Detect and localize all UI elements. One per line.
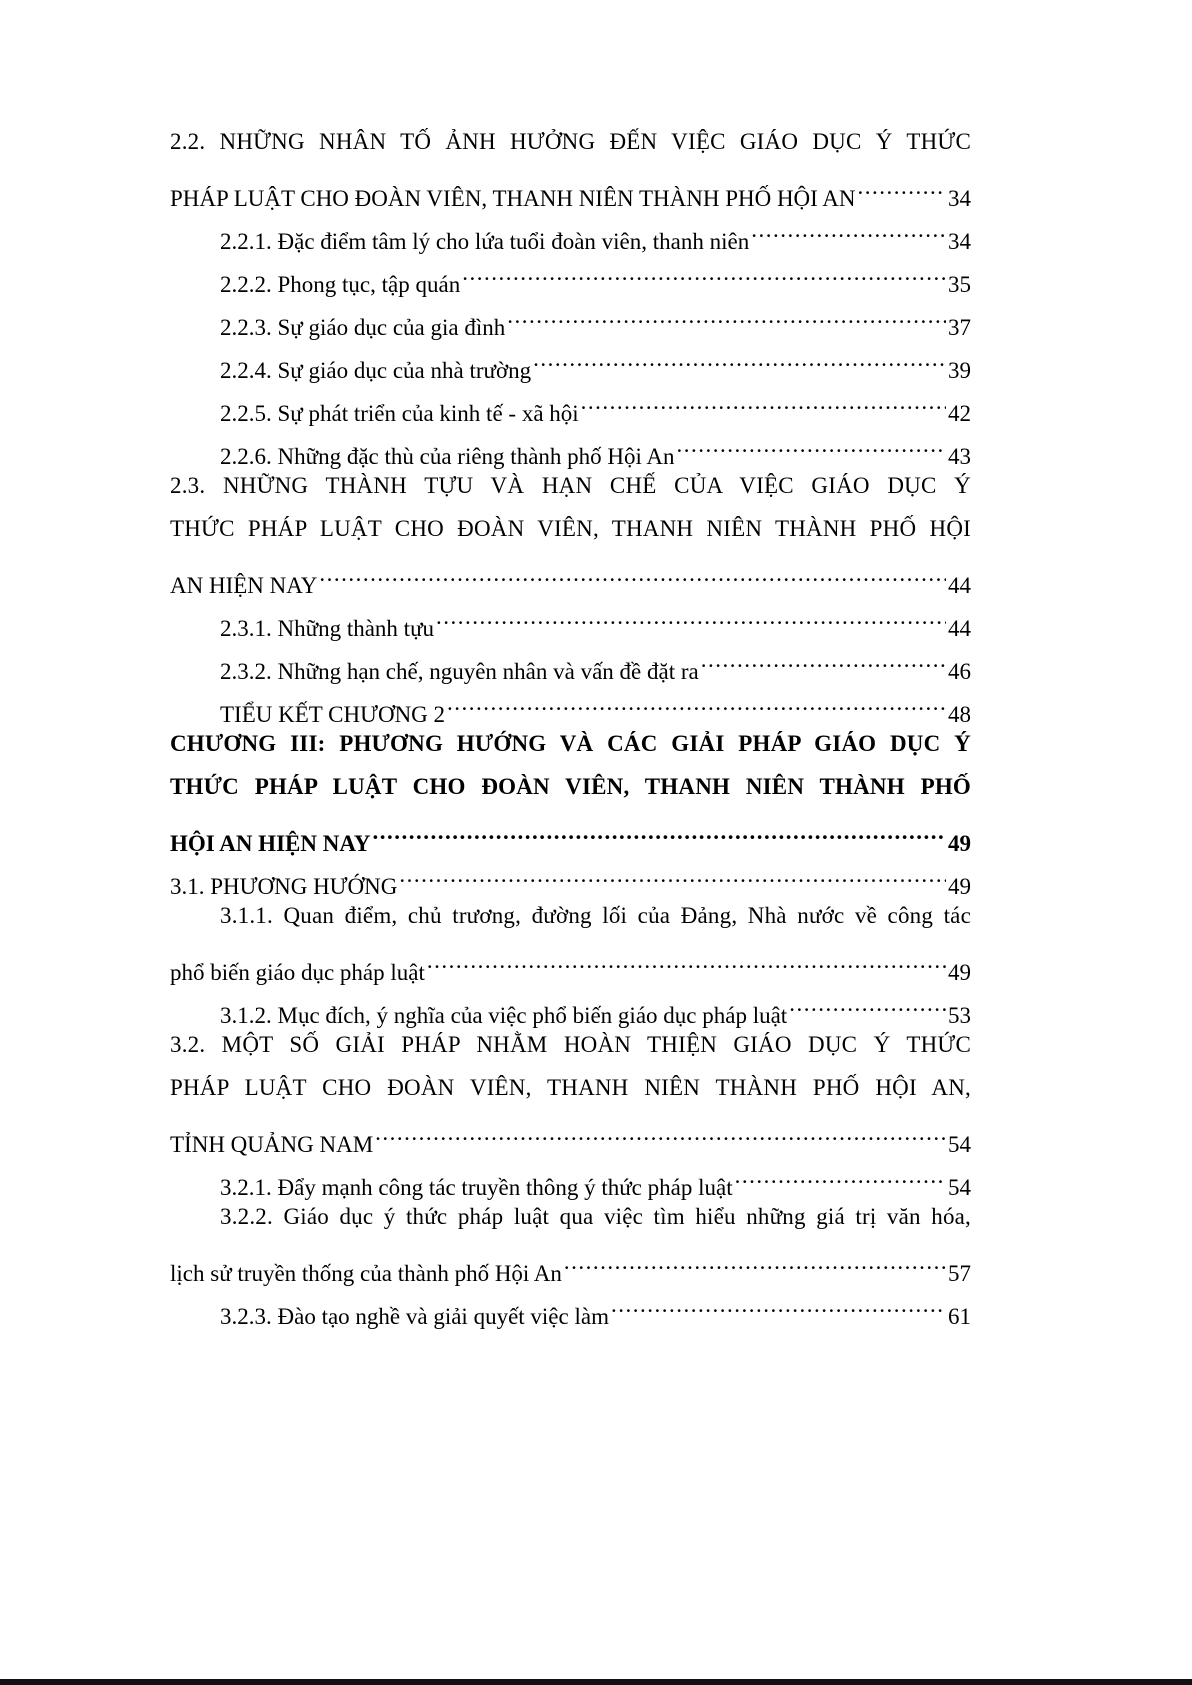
toc-entry-label: 2.3.2. Những hạn chế, nguyên nhân và vấn đề đặt ra [220,659,699,684]
dot-leader [462,249,946,292]
toc-entry-label: 2.3.1. Những thành tựu [220,616,435,641]
toc-entry-3-1-1-line1: 3.1.1. Quan điểm, chủ trương, đường lối của Đảng, Nhà nước về công tác [220,903,971,928]
toc-page-number: 39 [948,358,971,383]
toc-entry-3-2-2-line1: 3.2.2. Giáo dục ý thức pháp luật qua việc tìm hiểu những giá trị văn hóa, [220,1204,971,1229]
toc-page-number: 61 [948,1304,971,1329]
toc-entry-2-2 [170,163,971,211]
dot-leader [735,1152,946,1195]
dot-leader [319,550,946,593]
toc-page-number: 42 [948,401,971,426]
toc-entry-chapter-3 [170,808,971,856]
toc-page-number: 43 [948,444,971,469]
dot-leader [375,1109,946,1152]
dot-leader [581,378,946,421]
dot-leader [858,163,946,206]
toc-page-number: 48 [948,702,971,727]
dot-leader [533,335,946,378]
toc-heading-2-2-line1: 2.2. NHỮNG NHÂN TỐ ẢNH HƯỞNG ĐẾN VIỆC GIÁO DỤC Ý THỨC [170,129,971,154]
toc-page-number: 44 [948,573,971,598]
dot-leader [701,636,946,679]
toc-entry-label: 2.2.2. Phong tục, tập quán [220,272,461,297]
toc-entry-label: HỘI AN HIỆN NAY [170,831,371,856]
dot-leader [436,593,946,636]
toc-entry-label: 3.2.3. Đào tạo nghề và giải quyết việc làm [220,1304,609,1329]
toc-page-number: 35 [948,272,971,297]
toc-entry-label: TIỂU KẾT CHƯƠNG 2 [220,702,446,727]
toc-entry-label: AN HIỆN NAY [170,573,318,598]
toc-page-number: 34 [948,229,971,254]
dot-leader [751,206,946,249]
toc-entry-3-2 [170,1109,971,1157]
toc-entry-label: 2.2.6. Những đặc thù của riêng thành phố Hội An [220,444,675,469]
dot-leader [789,980,946,1023]
toc-entry-label: phổ biến giáo dục pháp luật [170,960,425,985]
page-bottom-edge [0,1679,1192,1685]
toc-heading-3-2-line1: 3.2. MỘT SỐ GIẢI PHÁP NHẰM HOÀN THIỆN GIÁO DỤC Ý THỨC [170,1032,971,1057]
toc-page-number: 49 [948,831,971,856]
toc-entry-label: 3.1. PHƯƠNG HƯỚNG [170,874,398,899]
table-of-contents [170,120,971,1329]
toc-page-number: 54 [948,1175,971,1200]
toc-entry-label: 2.2.4. Sự giáo dục của nhà trường [220,358,532,383]
toc-page-number: 49 [948,874,971,899]
toc-entry-2-3 [170,550,971,598]
toc-page-number: 37 [948,315,971,340]
toc-entry-label: 3.2.1. Đẩy mạnh công tác truyền thông ý thức pháp luật [220,1175,733,1200]
dot-leader [372,808,946,851]
toc-heading-2-3-line1: 2.3. NHỮNG THÀNH TỰU VÀ HẠN CHẾ CỦA VIỆC GIÁO DỤC Ý [170,473,971,498]
toc-chapter-3-line1: CHƯƠNG III: PHƯƠNG HƯỚNG VÀ CÁC GIẢI PHÁP GIÁO DỤC Ý [170,731,971,756]
dot-leader [564,1238,946,1281]
dot-leader [677,421,947,464]
toc-entry-3-2-2 [170,1238,971,1286]
toc-entry-label: TỈNH QUẢNG NAM [170,1132,374,1157]
toc-entry-label: 2.2.3. Sự giáo dục của gia đình [220,315,506,340]
toc-entry-label: PHÁP LUẬT CHO ĐOÀN VIÊN, THANH NIÊN THÀNH PHỐ HỘI AN [170,186,856,211]
toc-page-number: 57 [948,1261,971,1286]
toc-entry-label: lịch sử truyền thống của thành phố Hội An [170,1261,562,1286]
dot-leader [507,292,946,335]
toc-entry-3-1-1 [170,937,971,985]
toc-entry-label: 2.2.1. Đặc điểm tâm lý cho lứa tuổi đoàn viên, thanh niên [220,229,750,254]
toc-page-number: 54 [948,1132,971,1157]
toc-page-number: 34 [948,186,971,211]
toc-heading-3-2-line2: PHÁP LUẬT CHO ĐOÀN VIÊN, THANH NIÊN THÀNH PHỐ HỘI AN, [170,1075,971,1100]
toc-page-number: 44 [948,616,971,641]
toc-heading-2-3-line2: THỨC PHÁP LUẬT CHO ĐOÀN VIÊN, THANH NIÊN THÀNH PHỐ HỘI [170,516,971,541]
dot-leader [399,851,946,894]
toc-page-number: 49 [948,960,971,985]
dot-leader [447,679,946,722]
dot-leader [427,937,946,980]
dot-leader [611,1281,946,1324]
toc-chapter-3-line2: THỨC PHÁP LUẬT CHO ĐOÀN VIÊN, THANH NIÊN THÀNH PHỐ [170,774,971,799]
toc-page-number: 46 [948,659,971,684]
toc-entry-label: 3.1.2. Mục đích, ý nghĩa của việc phổ biến giáo dục pháp luật [220,1003,788,1028]
toc-page-number: 53 [948,1003,971,1028]
toc-entry-label: 2.2.5. Sự phát triển của kinh tế - xã hội [220,401,579,426]
